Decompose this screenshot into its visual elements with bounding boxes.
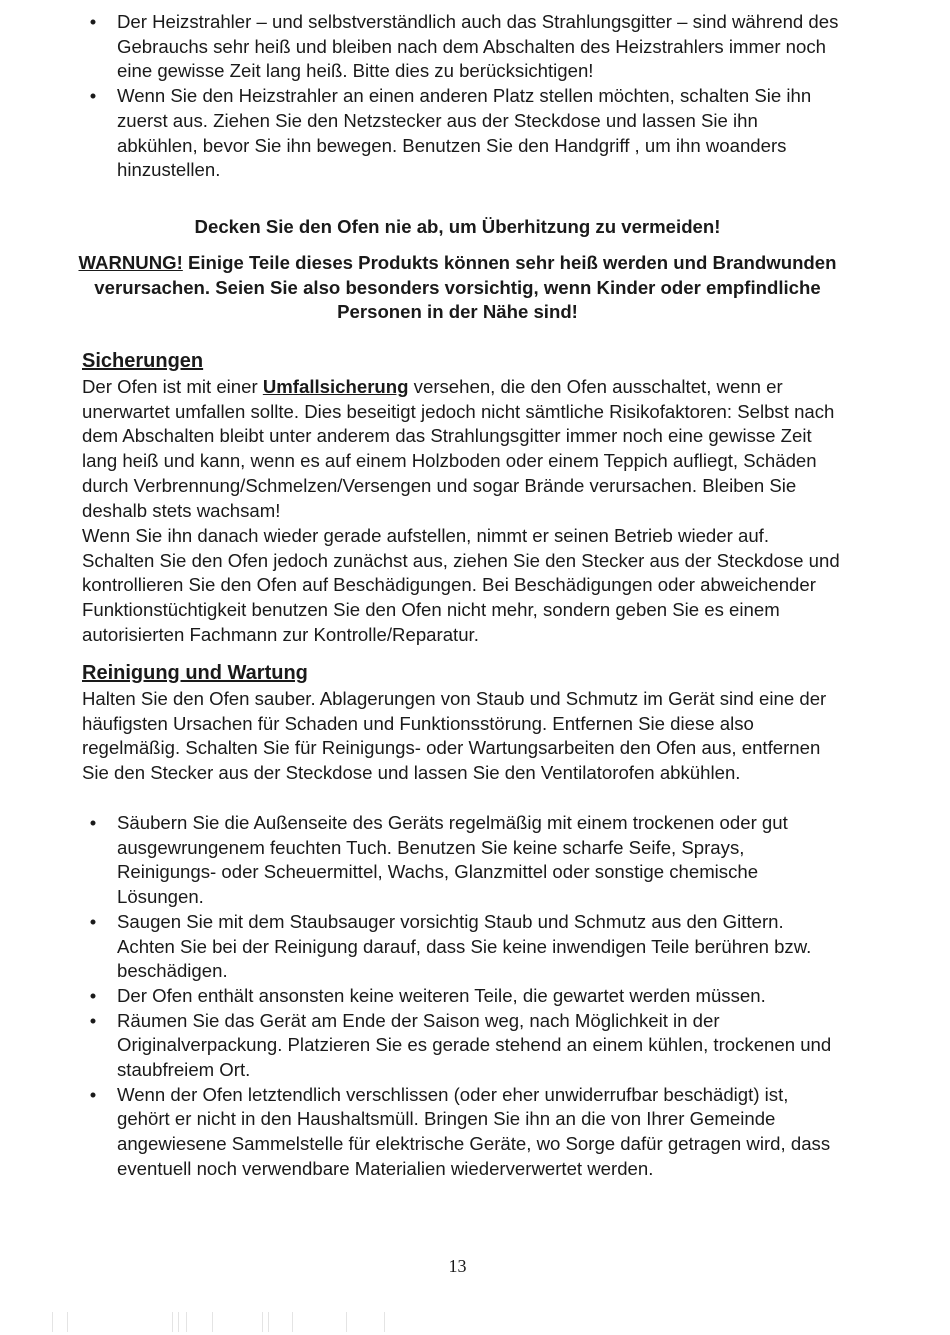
- bullet-text: Der Ofen enthält ansonsten keine weiteren Teile, die gewartet werden müssen.: [117, 984, 766, 1006]
- warning-label: WARNUNG!: [78, 252, 183, 273]
- bullet-icon: •: [89, 984, 97, 1006]
- bullet-text: Wenn Sie den Heizstrahler an einen anderen Platz stellen möchten, schalten Sie ihn zuerst aus. Ziehen Sie den Netzstecker aus der Steckdose und lassen Sie ihn abkühlen, bevor Sie ihn bewegen. Benutzen Sie den Handgriff , um ihn woanders hinzustellen.: [117, 85, 812, 181]
- sicherungen-paragraph: [82, 375, 842, 523]
- sicherungen-paragraph-2: Wenn Sie ihn danach wieder gerade aufstellen, nimmt er seinen Betrieb wieder auf. Schalten Sie den Ofen jedoch zunächst aus, ziehen Sie den Stecker aus der Steckdose und kontrollieren Sie den Ofen auf Beschädigungen. Bei Beschädigungen oder abweichender Funktionstüchtigkeit benutzen Sie den Ofen nicht mehr, sondern geben Sie es einem autorisierten Fachmann zur Kontrolle/Reparatur.: [82, 525, 840, 645]
- bullet-text: Saugen Sie mit dem Staubsauger vorsichtig Staub und Schmutz aus den Gittern. Achten Sie bei der Reinigung darauf, dass Sie keine inwendigen Teile berühren bzw. beschädigen.: [117, 910, 812, 982]
- cover-notice: Decken Sie den Ofen nie ab, um Überhitzung zu vermeiden!: [194, 216, 721, 237]
- warning-notice: [70, 251, 845, 325]
- safety-bullet-list: [82, 10, 842, 183]
- list-item: [82, 984, 842, 1009]
- list-item: [82, 10, 842, 84]
- page-number: 13: [448, 1256, 467, 1276]
- bullet-text: Der Heizstrahler – und selbstverständlich auch das Strahlungsgitter – sind während des Gebrauchs sehr heiß und bleiben nach dem Abschalten des Heizstrahlers immer noch eine gewisse Zeit lang heiß. Bitte dies zu berücksichtigen!: [117, 11, 839, 82]
- list-item: [82, 1083, 842, 1182]
- bullet-icon: •: [89, 85, 97, 107]
- bullet-icon: •: [89, 812, 97, 833]
- section-heading-reinigung: Reinigung und Wartung: [82, 662, 308, 684]
- bullet-text: Räumen Sie das Gerät am Ende der Saison weg, nach Möglichkeit in der Originalverpackung. Platzieren Sie es gerade stehend an einem kühlen, trockenen und staubfreiem Ort.: [117, 1009, 832, 1081]
- sicherungen-intro: Der Ofen ist mit einer: [82, 376, 263, 397]
- list-item: [82, 84, 842, 183]
- bullet-icon: •: [89, 11, 97, 32]
- umfallsicherung-term: Umfallsicherung: [262, 376, 409, 397]
- scan-artifacts: [0, 1310, 950, 1335]
- reinigung-paragraph: Halten Sie den Ofen sauber. Ablagerungen von Staub und Schmutz im Gerät sind eine der häufigsten Ursachen für Schaden und Funktionsstörung. Entfernen Sie diese also regelmäßig. Schalten Sie für Reinigungs- oder Wartungsarbeiten den Ofen aus, entfernen Sie den Stecker aus der Steckdose und lassen Sie den Ventilatorofen abkühlen.: [82, 688, 827, 784]
- list-item: [82, 1009, 842, 1083]
- list-item: [82, 910, 842, 984]
- section-heading-sicherungen: Sicherungen: [82, 350, 204, 372]
- bullet-text: Wenn der Ofen letztendlich verschlissen (oder eher unwiderrufbar beschädigt) ist, gehört er nicht in den Haushaltsmüll. Bringen Sie ihn an die von Ihrer Gemeinde angewiesene Sammelstelle für elektrische Geräte, wo Sorge dafür getragen wird, dass eventuell noch verwendbare Materialien wiederverwertet werden.: [117, 1083, 831, 1179]
- cleaning-bullet-list: [82, 811, 842, 1182]
- bullet-text: Säubern Sie die Außenseite des Geräts regelmäßig mit einem trockenen oder gut ausgewrungenem feuchten Tuch. Benutzen Sie keine scharfe Seife, Sprays, Reinigungs- oder Scheuermittel, Wachs, Glanzmittel oder sonstige chemische Lösungen.: [117, 812, 788, 908]
- list-item: [82, 811, 842, 910]
- warning-text: Einige Teile dieses Produkts können sehr heiß werden und Brandwunden verursachen. Seien Sie also besonders vorsichtig, wenn Kinder oder empfindliche Personen in der Nähe sind!: [94, 252, 837, 323]
- sicherungen-body: versehen, die den Ofen ausschaltet, wenn er unerwartet umfallen sollte. Dies beseitigt jedoch nicht sämtliche Risikofaktoren: Selbst nach dem Abschalten bleibt unter anderem das Strahlungsgitter immer noch eine gewisse Zeit lang heiß und kann, wenn es auf einem Holzboden oder einem Teppich aufliegt, Schäden durch Verbrennung/Schmelzen/Versengen und sogar Brände verursachen. Bleiben Sie deshalb stets wachsam!: [82, 376, 835, 521]
- bullet-icon: •: [89, 910, 97, 932]
- bullet-icon: •: [89, 1009, 97, 1031]
- bullet-icon: •: [89, 1083, 97, 1105]
